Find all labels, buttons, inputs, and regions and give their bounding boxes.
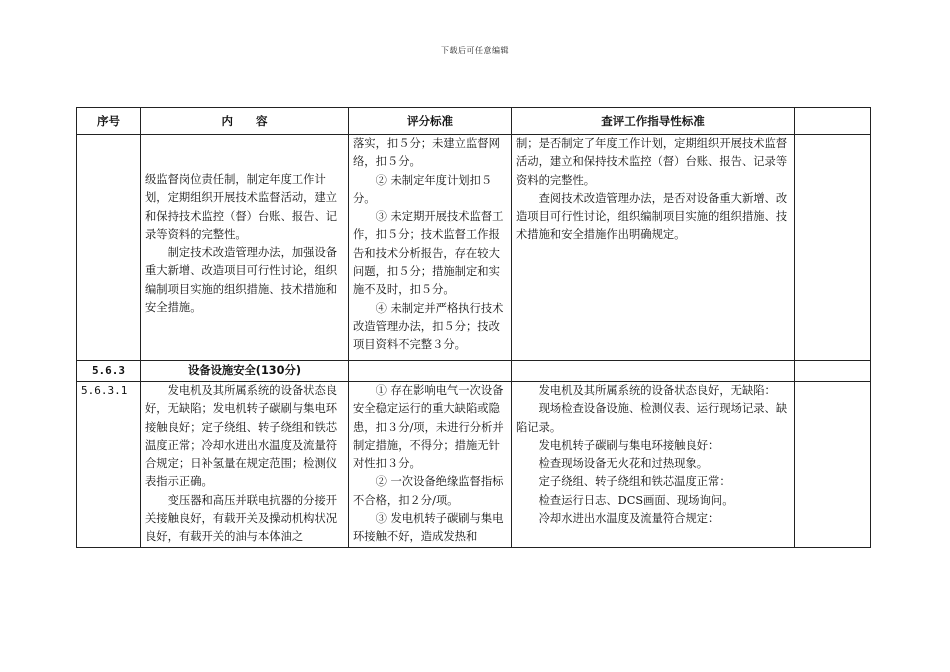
guidance-paragraph: 定子绕组、转子绕组和铁芯温度正常：	[538, 475, 731, 489]
table-header-row	[77, 108, 871, 135]
row-content	[141, 135, 349, 361]
guidance-paragraph: 检查运行日志、DCS画面、现场询问。	[538, 493, 734, 507]
content-paragraph: 变压器和高压并联电抗器的分接开关接触良好，有载开关及操动机构状况良好，有载开关的油与本体油之	[145, 493, 338, 544]
scoring-item: ② 未制定年度计划扣５分。	[353, 173, 493, 205]
row-scoring	[349, 382, 512, 548]
content-paragraph: 发电机及其所属系统的设备状态良好，无缺陷；发电机转子碳刷与集电环接触良好；定子绕组、转子绕组和铁芯温度正常；冷却水进出水温度及流量符合规定；日补氢量在规定范围；检测仪表指示正确。	[145, 384, 338, 489]
table-row	[77, 382, 871, 548]
row-guidance	[512, 135, 795, 361]
section-empty-cell	[795, 361, 871, 382]
row-number	[77, 382, 141, 548]
guidance-paragraph: 冷却水进出水温度及流量符合规定：	[538, 512, 720, 526]
guidance-paragraph: 制；是否制定了年度工作计划，定期组织开展技术监督活动，建立和保持技术监控（督）台账、报告、记录等资料的完整性。	[516, 137, 788, 187]
header-extra	[795, 108, 871, 135]
scoring-item: ④ 未制定并严格执行技术改造管理办法，扣５分；技改项目资料不完整３分。	[353, 301, 504, 352]
header-number: 序号	[77, 108, 141, 135]
header-scoring: 评分标准	[349, 108, 512, 135]
row-extra	[795, 382, 871, 548]
guidance-paragraph: 发电机及其所属系统的设备状态良好，无缺陷：	[538, 384, 776, 397]
row-guidance	[512, 382, 795, 548]
guidance-paragraph: 发电机转子碳刷与集电环接触良好：	[538, 438, 720, 452]
scoring-item: ③ 发电机转子碳刷与集电环接触不好，造成发热和	[353, 512, 504, 544]
scoring-item: 落实，扣５分；未建立监督网络，扣５分。	[353, 137, 500, 169]
scoring-item: ② 一次设备绝缘监督指标不合格，扣２分/项。	[353, 475, 504, 507]
row-extra	[795, 135, 871, 361]
section-title: 设备设施安全(130分)	[141, 361, 349, 382]
guidance-paragraph: 检查现场设备无火花和过热现象。	[538, 457, 709, 471]
section-empty-cell	[512, 361, 795, 382]
header-content: 内 容	[141, 108, 349, 135]
row-scoring	[349, 135, 512, 361]
row-number	[77, 135, 141, 361]
row-content	[141, 382, 349, 548]
row-number-text: 5.6.3.1	[81, 384, 128, 397]
header-guidance: 查评工作指导性标准	[512, 108, 795, 135]
guidance-paragraph: 现场检查设备设施、检测仪表、运行现场记录、缺陷记录。	[516, 402, 788, 434]
table-row	[77, 135, 871, 361]
guidance-paragraph: 查阅技术改造管理办法，是否对设备重大新增、改造项目可行性讨论，组织编制项目实施的组织措施、技术措施和安全措施作出明确规定。	[516, 191, 788, 242]
section-number: 5.6.3	[77, 361, 141, 382]
content-paragraph: 制定技术改造管理办法，加强设备重大新增、改造项目可行性讨论，组织编制项目实施的组织措施、技术措施和安全措施。	[145, 246, 338, 315]
section-empty-cell	[349, 361, 512, 382]
section-row	[77, 361, 871, 382]
page-header-note: 下载后可任意编辑	[441, 46, 509, 55]
evaluation-table	[76, 107, 871, 548]
scoring-item: ① 存在影响电气一次设备安全稳定运行的重大缺陷或隐患，扣３分/项，未进行分析并制定措施，不得分；措施无针对性扣３分。	[353, 384, 504, 471]
content-paragraph: 级监督岗位责任制，制定年度工作计划，定期组织开展技术监督活动，建立和保持技术监控（督）台账、报告、记录等资料的完整性。	[145, 173, 338, 241]
scoring-item: ③ 未定期开展技术监督工作，扣５分；技术监督工作报告和技术分析报告，存在较大问题，扣５分；措施制定和实施不及时，扣５分。	[353, 210, 504, 297]
